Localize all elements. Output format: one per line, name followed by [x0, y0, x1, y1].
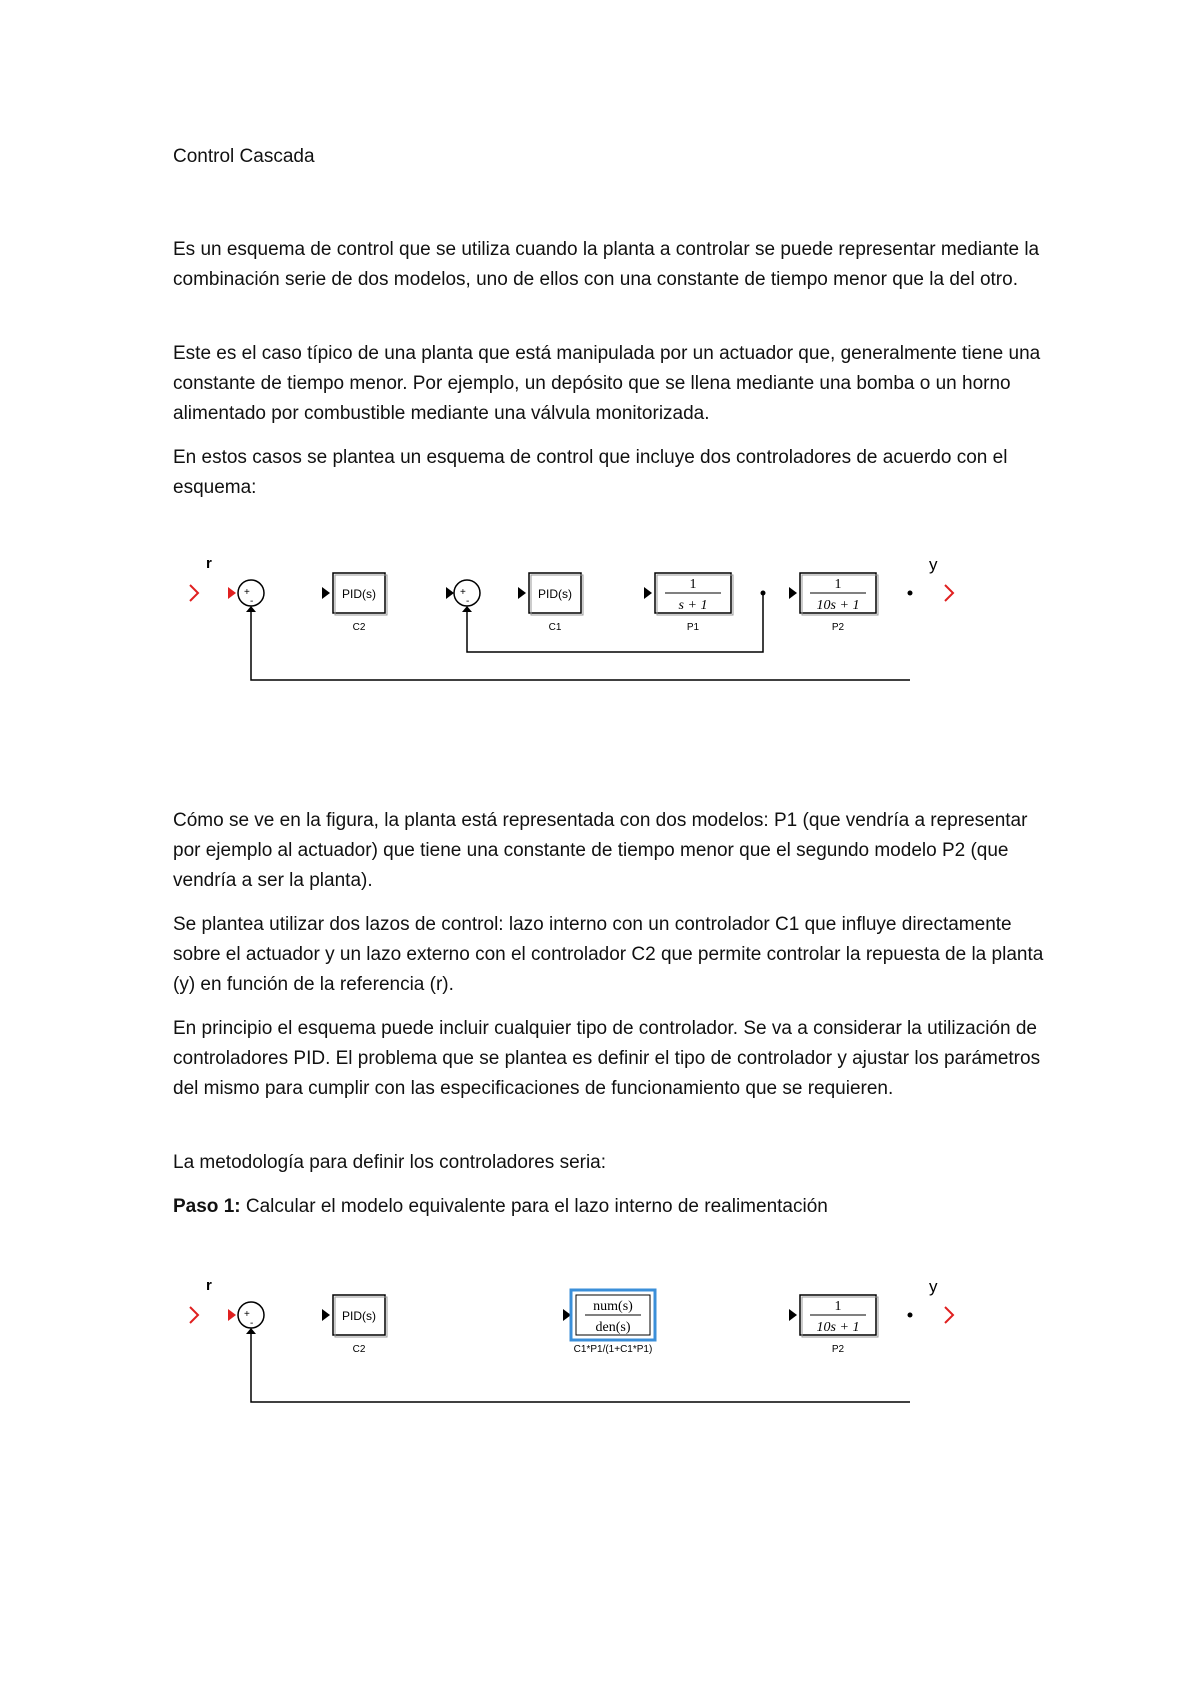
feedback-line	[251, 1332, 910, 1402]
c2-name: C2	[352, 1344, 366, 1355]
p2-numerator: 1	[834, 1299, 842, 1314]
outer-feedback-arrow-icon	[246, 606, 256, 612]
p2-input-arrow-icon	[789, 587, 797, 599]
paragraph-intro: Es un esquema de control que se utiliza cuando la planta a controlar se puede representar mediante la combinación serie de dos modelos, uno de ellos con una constante de tiempo menor que la del otro.	[173, 239, 1040, 290]
r-label: r	[206, 555, 212, 572]
sum-input-arrow-icon	[228, 1309, 236, 1321]
paragraph-figure-explanation: Cómo se ve en la figura, la planta está representada con dos modelos: P1 (que vendría a representar por ejemplo al actuador) que tiene una constante de tiempo menor que el segundo modelo P2 (que vendría a ser la planta).	[173, 810, 1028, 891]
p1-name: P1	[686, 622, 700, 633]
c1-input-arrow-icon	[518, 587, 526, 599]
p2-name: P2	[831, 1344, 845, 1355]
c2-input-arrow-icon	[322, 1309, 330, 1321]
document-title: Control Cascada	[173, 146, 315, 167]
sum-minus: -	[250, 1318, 254, 1329]
paragraph-two-loops: Se plantea utilizar dos lazos de control: lazo interno con un controlador C1 que influye directamente sobre el actuador y un lazo externo con el controlador C2 que permite controlar la repuesta de la planta (y) en función de la referencia (r).	[173, 914, 1044, 995]
c2-name: C2	[352, 622, 366, 633]
paragraph-methodology: La metodología para definir los controladores seria:	[173, 1152, 607, 1173]
r-label: r	[206, 1277, 212, 1294]
p1-denominator: s + 1	[678, 598, 708, 613]
eq-name: C1*P1/(1+C1*P1)	[573, 1344, 653, 1355]
branch-point-output	[908, 591, 913, 596]
sum-input-arrow-icon	[228, 587, 236, 599]
inner-feedback-arrow-icon	[462, 606, 472, 612]
y-label: y	[929, 555, 938, 574]
sum-inner-arrow-icon	[446, 587, 454, 599]
sum-inner-minus: -	[466, 596, 470, 607]
c2-block-label: PID(s)	[342, 1309, 376, 1323]
sum-inner-sign: +	[460, 587, 466, 598]
p2-input-arrow-icon	[789, 1309, 797, 1321]
sum-sign: +	[244, 1309, 250, 1320]
equivalent-block-diagram	[0, 1262, 1200, 1412]
p1-input-arrow-icon	[644, 587, 652, 599]
input-port-r-icon	[190, 1307, 198, 1323]
y-label: y	[929, 1277, 938, 1296]
p2-name: P2	[831, 622, 845, 633]
output-port-y-icon	[945, 585, 953, 601]
feedback-arrow-icon	[246, 1328, 256, 1334]
step1-text: Calcular el modelo equivalente para el lazo interno de realimentación	[240, 1196, 828, 1217]
step1-label: Paso 1:	[173, 1196, 241, 1217]
p2-denominator: 10s + 1	[816, 598, 860, 613]
p1-numerator: 1	[689, 577, 697, 592]
sum-outer-minus: -	[250, 596, 254, 607]
output-port-y-icon	[945, 1307, 953, 1323]
c1-name: C1	[548, 622, 562, 633]
branch-point-output	[908, 1313, 913, 1318]
paragraph-pid-controllers: En principio el esquema puede incluir cualquier tipo de controlador. Se va a considerar la utilización de controladores PID. El problema que se plantea es definir el tipo de controlador y ajustar los parámetros del mismo para cumplir con las especificaciones de funcionamiento que se requieren.	[173, 1018, 1041, 1099]
eq-numerator: num(s)	[593, 1299, 633, 1314]
paragraph-typical-case: Este es el caso típico de una planta que está manipulada por un actuador que, generalmente tiene una constante de tiempo menor. Por ejemplo, un depósito que se llena mediante una bomba o un horno alimentado por combustible mediante una válvula monitorizada.	[173, 343, 1041, 424]
paragraph-scheme-intro: En estos casos se plantea un esquema de control que incluye dos controladores de acuerdo con el esquema:	[173, 447, 1008, 498]
c2-block-label: PID(s)	[342, 587, 376, 601]
paragraph-step1	[173, 1192, 1053, 1222]
input-port-r-icon	[190, 585, 198, 601]
p2-denominator: 10s + 1	[816, 1320, 860, 1335]
eq-denominator: den(s)	[595, 1320, 631, 1335]
c1-block-label: PID(s)	[538, 587, 572, 601]
sum-outer-sign: +	[244, 587, 250, 598]
cascade-block-diagram	[0, 540, 1200, 690]
p2-numerator: 1	[834, 577, 842, 592]
outer-feedback-line	[251, 610, 910, 680]
c2-input-arrow-icon	[322, 587, 330, 599]
